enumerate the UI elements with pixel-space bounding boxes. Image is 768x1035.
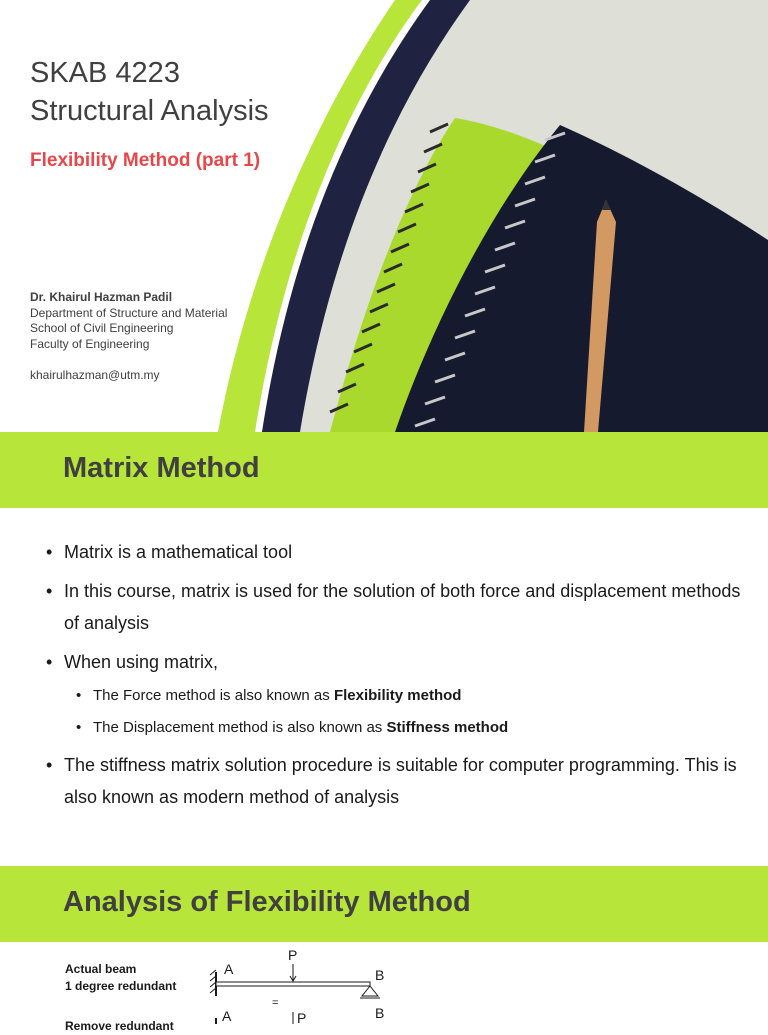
- sub-bullet-item: [46, 685, 746, 707]
- course-code: SKAB 4223: [30, 57, 180, 89]
- lecturer-school: School of Civil Engineering: [30, 321, 174, 335]
- bullet-item: • Matrix is a mathematical tool: [46, 536, 746, 568]
- released-beam: [216, 1005, 384, 1026]
- actual-beam: [210, 947, 384, 1009]
- bullet-list: [46, 536, 746, 820]
- sub-bullet-text: The Displacement method is also known as: [93, 719, 387, 736]
- lecturer-department: Department of Structure and Material: [30, 305, 228, 320]
- lecturer-email[interactable]: khairulhazman@utm.my: [30, 368, 160, 382]
- point-a-label: A: [222, 1008, 232, 1024]
- flexibility-analysis-slide: [0, 864, 768, 1033]
- lecturer-faculty: Faculty of Engineering: [30, 336, 150, 351]
- sub-bullet-item: [46, 717, 746, 739]
- point-b-label: B: [375, 1005, 385, 1021]
- matrix-method-slide: [0, 432, 768, 864]
- beam-diagram: [0, 864, 768, 1024]
- title-slide: [0, 0, 768, 432]
- course-name: Structural Analysis: [30, 95, 269, 127]
- point-b-label: B: [375, 967, 385, 983]
- sub-bullet-text: The Force method is also known as: [93, 687, 334, 704]
- bullet-item: • In this course, matrix is used for the solution of both force and displacement methods of analysis: [46, 575, 746, 639]
- point-a-label: A: [224, 961, 234, 977]
- bullet-item: • When using matrix,: [46, 646, 746, 678]
- lecturer-name: Dr. Khairul Hazman Padil: [30, 290, 173, 304]
- load-label: P: [288, 947, 298, 963]
- beam-label-released: Remove redundant: [65, 1019, 174, 1033]
- slide-title: Matrix Method: [63, 452, 260, 484]
- sub-bullet-emphasis: Stiffness method: [386, 719, 509, 736]
- beam-label-line: Actual beam: [65, 962, 137, 976]
- beam-label-line: 1 degree redundant: [65, 979, 177, 993]
- load-label: P: [297, 1010, 307, 1026]
- equals-sign: =: [272, 997, 279, 1009]
- sub-bullet-emphasis: Flexibility method: [333, 687, 462, 704]
- lecturer-info: [30, 290, 227, 384]
- bullet-item: • The stiffness matrix solution procedure is suitable for computer programming. This is also known as modern method of analysis: [46, 749, 746, 813]
- slide-title: Analysis of Flexibility Method: [63, 886, 471, 918]
- lecture-subtitle: Flexibility Method (part 1): [30, 150, 261, 171]
